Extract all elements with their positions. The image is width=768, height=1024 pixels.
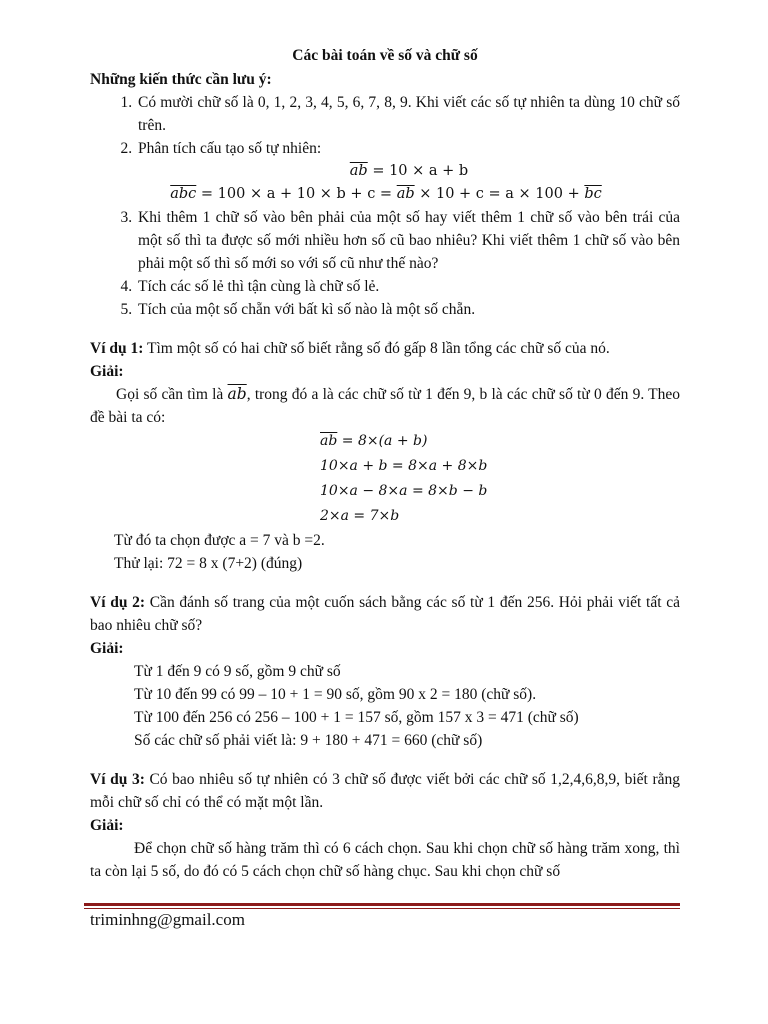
example-3-question-text: Có bao nhiêu số tự nhiên có 3 chữ số được viết bởi các chữ số 1,2,4,6,8,9, biết rằng mỗi chữ số chỉ có thể có mặt một lần. [90,771,680,811]
example-2-label: Ví dụ 2: [90,594,146,611]
example-1-conclusion: Từ đó ta chọn được a = 7 và b =2. [114,532,325,549]
footer-email: triminhng@gmail.com [90,910,245,929]
equation-4: 2×a = 7×b [320,508,400,524]
example-1-intro-b: , trong đó a là các chữ số từ 1 đến 9, b là các chữ số từ 0 đến 9. Theo đề bài ta có: [90,386,680,426]
note-item-2-text: Phân tích cấu tạo số tự nhiên: [138,140,322,157]
example-1-label: Ví dụ 1: [90,340,144,357]
overline-ab-eq: $\overline{ab}$ [320,433,338,449]
document-body [90,44,680,883]
example-1-question-text: Tìm một số có hai chữ số biết rằng số đó gấp 8 lần tổng các chữ số của nó. [143,340,610,357]
formula-ab [138,160,680,183]
document-title: Các bài toán về số và chữ số [292,47,478,64]
example-3-question [90,768,680,814]
note-item-5: 5. Tích của một số chẵn với bất kì số nào là một số chẵn. [136,298,680,321]
formula-abc-part2: × 10 + c = a × 100 + [414,186,585,202]
example-2-solution-label: Giải: [90,640,124,657]
note-item-2 [136,137,680,206]
example-2-line-2: Từ 10 đến 99 có 99 – 10 + 1 = 90 số, gồm 90 x 2 = 180 (chữ số). [134,686,537,703]
formula-abc-part1: = 100 × a + 10 × b + c = [196,186,397,202]
example-1-intro-a: Gọi số cần tìm là [116,386,228,403]
equation-3: 10×a − 8×a = 8×b − b [320,483,488,499]
example-3-solution-text: Để chọn chữ số hàng trăm thì có 6 cách chọn. Sau khi chọn chữ số hàng trăm xong, thì ta còn lại 5 số, do đó có 5 cách chọn chữ số hàng chục. Sau khi chọn chữ số [90,840,680,880]
note-item-4: 4. Tích các số lẻ thì tận cùng là chữ số lẻ. [136,275,680,298]
example-2-line-3: Từ 100 đến 256 có 256 – 100 + 1 = 157 số, gồm 157 x 3 = 471 (chữ số) [134,709,579,726]
footer-rule-thick [84,903,680,906]
example-1-equations [320,429,680,529]
equation-1-rest: = 8×(a + b) [337,433,428,449]
equation-1 [320,429,680,454]
example-1-question [90,337,680,360]
example-3-label: Ví dụ 3: [90,771,145,788]
example-2-question [90,591,680,637]
example-2-line-1: Từ 1 đến 9 có 9 số, gồm 9 chữ số [134,663,341,680]
example-1-intro [90,383,680,429]
overline-ab-2: $\overline{ab}$ [396,186,415,202]
note-item-1: 1. Có mười chữ số là 0, 1, 2, 3, 4, 5, 6, 7, 8, 9. Khi viết các số tự nhiên ta dùng 10 chữ số trên. [136,91,680,137]
notes-list [90,91,680,321]
example-2-line-4: Số các chữ số phải viết là: 9 + 180 + 471 = 660 (chữ số) [134,732,483,749]
example-1-check: Thử lại: 72 = 8 x (7+2) (đúng) [114,555,303,572]
formula-abc [92,183,680,206]
overline-ab-ex1: $\overline{ab}$ [227,385,247,403]
example-2-question-text: Cần đánh số trang của một cuốn sách bằng các số từ 1 đến 256. Hỏi phải viết tất cả bao nhiêu chữ số? [90,594,681,634]
overline-bc: $\overline{bc}$ [584,186,602,202]
notes-heading: Những kiến thức cần lưu ý: [90,71,272,88]
formula-ab-rhs: = 10 × a + b [367,163,469,179]
example-3-solution-label: Giải: [90,817,124,834]
equation-2: 10×a + b = 8×a + 8×b [320,458,488,474]
overline-ab: $\overline{ab}$ [349,163,368,179]
overline-abc: $\overline{abc}$ [170,186,197,202]
note-item-3: 3. Khi thêm 1 chữ số vào bên phải của một số hay viết thêm 1 chữ số vào bên trái của một số thì ta được số mới nhiều hơn số cũ bao nhiêu? Khi viết thêm 1 chữ số vào bên phải một số thì số mới so với số cũ như thế nào? [136,206,680,275]
example-1-solution-label: Giải: [90,363,124,380]
